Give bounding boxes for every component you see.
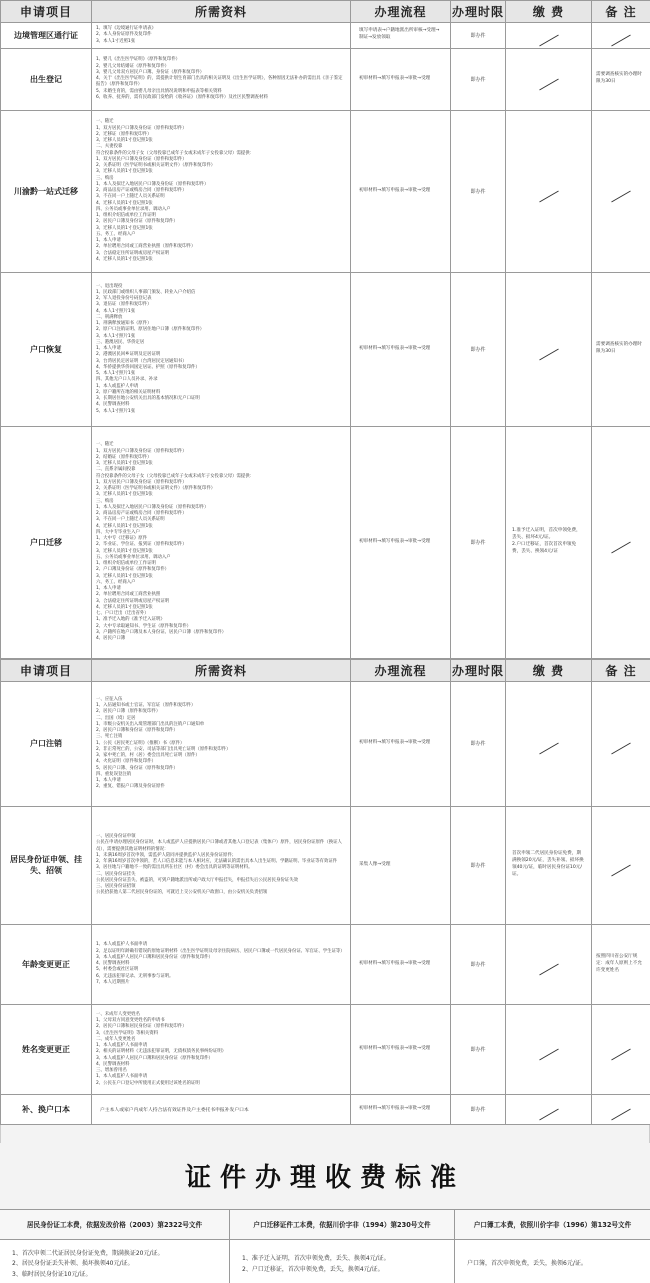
slash-mark <box>611 34 631 46</box>
header-note: 备 注 <box>592 1 650 23</box>
slash-mark <box>539 1108 559 1120</box>
header-materials: 所需资料 <box>92 659 351 681</box>
fee-column-body <box>0 1240 229 1283</box>
slash-mark <box>611 541 631 553</box>
fee-empty <box>506 48 592 110</box>
note-text: 需要调查核实的办理时限为30日 <box>592 48 650 110</box>
table-row <box>1 426 650 658</box>
flow-text: 初审材料→填写申报表→审批→受理 <box>351 1094 451 1124</box>
item-name: 姓名变更更正 <box>1 1004 92 1094</box>
fee-empty <box>506 681 592 806</box>
item-name: 边境管理区通行证 <box>1 23 92 49</box>
slash-mark <box>539 743 559 755</box>
header-flow: 办理流程 <box>351 1 451 23</box>
fee-empty <box>506 1004 592 1094</box>
flow-text: 初审材料→填写申报表→审批→受理 <box>351 426 451 658</box>
item-name: 补、换户口本 <box>1 1094 92 1124</box>
materials-text: 1、填写《边境通行证申请表》 2、本人身份证原件及复印件 3、本人1寸近照1张 <box>92 23 351 49</box>
fee-empty <box>506 1094 592 1124</box>
fee-line: 1、准予迁入证明，首次申领免费，丢失、换领4元/证。 <box>242 1254 390 1262</box>
flow-text: 初审材料→填写申报表→审批→受理 <box>351 110 451 272</box>
slash-mark <box>611 1108 631 1120</box>
slash-mark <box>611 864 631 876</box>
table-row <box>1 272 650 426</box>
slash-mark <box>539 1048 559 1060</box>
time-text: 即办件 <box>451 110 506 272</box>
table-row <box>1 110 650 272</box>
materials-text: 一、居民身份证申领 公民在申请办理居民身份证时，本人或监护人应提供居民户口簿或者其他人口登记表（集体户）原件，居民身份证原件（换证人员），需要提供其他证明材料的情况： 1、未满16周岁首次申领，需监护人陪同并提供监护人居民身份证原件； 2、年满16周岁首次申领的，若人口信息未能与本人相对应，无法确认的需出具本人出生证明、学籍证明、毕业证等有效证件 3、居住地与户籍地不一致的需出具所在社区（村）委会出具的证明等证明材料。 二、居民身份证挂失 公民居民身份证丢失、被盗的，可到户籍地派出所或户政大厅申报挂失，申报挂失后公民居民身份证失效 三、居民身份证招领 公民拾获他人第二代居民身份证的，可就近上交公安机关户政窗口，由公安机关负责招领 <box>92 806 351 924</box>
slash-mark <box>539 348 559 360</box>
header-row <box>1 659 650 681</box>
fee-line: 2、户口迁移证，首次申领免费，丢失，换领4元/证。 <box>242 1265 384 1273</box>
note-empty <box>592 681 650 806</box>
item-name: 户口恢复 <box>1 272 92 426</box>
table-row <box>1 48 650 110</box>
item-name: 居民身份证申领、挂失、招领 <box>1 806 92 924</box>
fee-section-title: 证件办理收费标准 <box>0 1143 650 1209</box>
fee-line: 户口簿，首次申领免费，丢失，换领6元/证。 <box>467 1260 587 1268</box>
table-row <box>1 1094 650 1124</box>
header-time: 办理时限 <box>451 659 506 681</box>
note-empty <box>592 1094 650 1124</box>
flow-text: 填写申请表→户籍地派出所审核→受理→制证→发放领取 <box>351 23 451 49</box>
item-name: 户口注销 <box>1 681 92 806</box>
header-item: 申请项目 <box>1 1 92 23</box>
flow-text: 初审材料→填写申报表→审批→受理 <box>351 681 451 806</box>
materials-text: 一、退出现役 1、民政部门或组织人事部门颁发、转业入户介绍信 2、军人退役身份号码登记表 3、退伍证（原件和复印件） 4、本人1寸照片1张 二、刑满释放 1、刑满释放通知书（原件） 2、原户口注销证明、原居住地户口簿（原件和复印件） 3、本人1寸照片1张 三、港澳居民、华侨定居 1、本人申请 2、港澳居民回乡证明及定居证明 3、台湾居民定居证明（台湾居民定居通知书） 4、华侨提供华侨回国定居证、护照（原件和复印件） 5、本人1寸照片1张 四、其他无户口人员补录、补录 1、本人或监护人申请 2、原户籍所在地的相关证明材料 3、长期居住地公安机关出具的基本情况和无户口证明 4、民警调查材料 5、本人1寸照片1张 <box>92 272 351 426</box>
services-table-2 <box>0 659 650 1125</box>
note-empty <box>592 23 650 49</box>
note-empty <box>592 1004 650 1094</box>
fee-empty <box>506 110 592 272</box>
item-name: 户口迁移 <box>1 426 92 658</box>
time-text: 即办件 <box>451 806 506 924</box>
fee-column-household-book <box>455 1210 650 1283</box>
slash-mark <box>611 743 631 755</box>
materials-text: 一、随迁 1、双方居民户口簿及身份证（原件和复印件） 2、结婚证（原件和复印件） 3、迁移人员的1寸登记照1张 二、直系亲属间投靠 符合投靠条件的父母子女（父母投靠已成年子女或未成年子女投靠父母）需提供： 1、双方居民户口簿及身份证（原件和复印件） 2、关系证明（医学证明书或相关证明文件）（原件和复印件） 3、迁移人员的1寸登记照1张 三、购房 1、本人及拟迁入地居民户口簿及身份证（原件和复印件） 2、商品房房产证或购房合同（原件和复印件） 3、不在同一户上随迁人员关系证明 4、迁移人员的1寸登记照1张 四、大中专毕业生入户 1、大中专《迁移证》原件 2、毕业证、学位证、报到证（原件和复印件） 3、迁移人员的1寸登记照1张 五、公务员或事业单位录用、调动入户 1、组织介绍信或单位工作证明 2、户口簿及身份证（原件和复印件） 3、迁移人员的1寸登记照1张 六、务工、经商入户 1、本人申请 2、单位聘用合同或工商营业执照 3、合法稳定住所证明或房屋产权证明 4、迁移人员的1寸登记照1张 七、户口迁出（迁出省外） 1、准予迁入地的《准予迁入证明》 2、大中专录取通知书、学生证（原件和复印件） 3、户籍所在地户口簿及本人身份证、居民户口簿（原件和复印件） 4、居民户口簿 <box>92 426 351 658</box>
table-row <box>1 681 650 806</box>
fee-text: 首次申领二代居民身份证免费，期满换领20元/证，丢失补领、损坏换领40元/证，临时居民身份证10元/证。 <box>506 806 592 924</box>
slash-mark <box>611 190 631 202</box>
fee-column-body <box>230 1240 454 1283</box>
slash-mark <box>539 963 559 975</box>
materials-text: 1、本人或监护人书面申请 2、足以证明年龄确有错误的原始证明材料（出生医学证明及母亲住院病历、居民户口簿或一代居民身份证、军官证、学生证等） 3、本人或监护人居民户口簿和居民身份证（原件和复印件） 4、民警调查材料 5、村委会或社区证明 6、无违法犯罪记录、无刑事参与证明。 7、本人近期照片 <box>92 924 351 1004</box>
time-text: 即办件 <box>451 681 506 806</box>
header-row <box>1 1 650 23</box>
flow-text: 初审材料→填写申报表→审批→受理 <box>351 48 451 110</box>
slash-mark <box>611 1048 631 1060</box>
materials-text: 一、随迁 1、双方居民户口簿及身份证（原件和复印件） 2、迁移证（原件和复印件） 3、迁移人员的1寸登记照1张 二、夫妻投靠 符合投靠条件的父母子女（父母投靠已成年子女或未成年子女投靠父母）需提供： 1、双方居民户口簿及身份证（原件和复印件） 2、关系证明（医学证明书或相关证明文件）（原件和复印件） 3、迁移人员的1寸登记照1张 三、购房 1、本人及拟迁入地居民户口簿及身份证（原件和复印件） 2、商品房房产证或购房合同（原件和复印件） 3、不在同一户上随迁人员关系证明 4、迁移人员的1寸登记照1张 四、公务员或事业单位录用、调动入户 1、组织介绍信或单位工作证明 2、居民户口簿及身份证（原件和复印件） 3、迁移人员的1寸登记照1张 五、务工、经商入户 1、本人申请 2、单位聘用合同或工商营业执照（原件和复印件） 3、合法稳定住所证明或房屋产权证明 4、迁移人员的1寸登记照1张 <box>92 110 351 272</box>
materials-text: 1、婴儿《出生医学证明》（原件和复印件） 2、婴儿父母结婚证（原件和复印件） 3、婴儿父母双方居民户口簿、身份证（原件和复印件） 4、关于《出生医学证明》的，需提供计划生育部门出具的相关证明及《出生医学证明》，各种原因无法补办的需出具《亲子鉴定报告》（原件和复印件） 5、未婚生育的，需由婴儿母亲出具情况说明和申报表等相关资料 6、收养、抚养的，需有民政部门发给的《收养证》（原件和复印件）及社区民警调查材料 <box>92 48 351 110</box>
fee-column-header: 户口迁移证件工本费，依据川价字非（1994）第230号文件 <box>230 1210 454 1240</box>
time-text: 即办件 <box>451 1094 506 1124</box>
table-row <box>1 924 650 1004</box>
table-row <box>1 23 650 49</box>
slash-mark <box>539 34 559 46</box>
flow-text: 初审材料→填写申报表→审批→受理 <box>351 924 451 1004</box>
flow-text: 初审材料→填写申报表→审批→受理 <box>351 272 451 426</box>
section-gap <box>0 1125 650 1143</box>
header-time: 办理时限 <box>451 1 506 23</box>
header-materials: 所需资料 <box>92 1 351 23</box>
header-fee: 缴 费 <box>506 659 592 681</box>
fee-line: 2、居民身份证丢失补领、损坏换领40元/证。 <box>12 1260 134 1268</box>
fee-empty <box>506 23 592 49</box>
note-text: 按照四川省公安厅规定：成年人原则上不允许变更姓名 <box>592 924 650 1004</box>
fee-line: 1、首次申领二代证居民身份证免费，期满换证20元/证。 <box>12 1249 164 1257</box>
note-empty <box>592 426 650 658</box>
fee-empty <box>506 924 592 1004</box>
fee-column-migration <box>230 1210 455 1283</box>
time-text: 即办件 <box>451 272 506 426</box>
flow-text: 采集人像→受理 <box>351 806 451 924</box>
time-text: 即办件 <box>451 1004 506 1094</box>
fee-column-header: 居民身份证工本费，依据发改价格（2003）第2322号文件 <box>0 1210 229 1240</box>
note-empty <box>592 110 650 272</box>
note-empty <box>592 806 650 924</box>
fee-standards <box>0 1209 650 1283</box>
materials-text: 一、未成年人变更姓名 1、父母双方同意变更姓名的申请书 2、居民户口簿和居民身份证（原件和复印件） 3、《出生医学证明》等相关资料 二、成年人变更姓名 1、本人或监护人书面申请 2、相关的证明材料（无违法犯罪证明，无债权债务民事纠纷证明） 3、本人或监护人居民户口簿和居民身份证（原件和复印件） 4、民警调查材料 三、增加曾用名 1、本人或监护人书面申请 2、公民在户口登记中所使用正式使用过该姓名的证明 <box>92 1004 351 1094</box>
header-note: 备 注 <box>592 659 650 681</box>
item-name: 出生登记 <box>1 48 92 110</box>
fee-line: 3、临时居民身份证10元/证。 <box>12 1271 92 1279</box>
table-row <box>1 806 650 924</box>
fee-column-body <box>455 1240 650 1283</box>
slash-mark <box>539 190 559 202</box>
flow-text: 初审材料→填写申报表→审批→受理 <box>351 1004 451 1094</box>
materials-text: 户主本人或家户内成年人持合法有效证件及户主委托书申报补发户口本 <box>92 1094 351 1124</box>
time-text: 即办件 <box>451 924 506 1004</box>
header-item: 申请项目 <box>1 659 92 681</box>
note-text: 需要调查核实的办理时限为30日 <box>592 272 650 426</box>
materials-text: 一、应征入伍 1、入伍通知书或士官证、军官证（原件和复印件） 2、居民户口簿（原件和复印件） 二、出国（境）定居 1、市级公安机关出入境管理部门出具的注销户口通知单 2、居民户口簿和身份证（原件和复印件） 三、死亡注销 1、公民《居民死亡证明》（推断）书（原件） 2、非正常死亡的，公安、司法等部门出具死亡证明（原件和复印件） 3、家中死亡的，村（居）委会出具死亡证明（原件） 4、火化证明（原件和复印件） 5、居民户口簿、身份证（原件和复印件） 四、重复误登注销 1、本人申请 2、重复、错报户口簿及身份证原件 <box>92 681 351 806</box>
time-text: 即办件 <box>451 48 506 110</box>
table-row <box>1 1004 650 1094</box>
item-name: 年龄变更更正 <box>1 924 92 1004</box>
fee-column-header: 户口簿工本费，依照川价字非（1996）第132号文件 <box>455 1210 650 1240</box>
time-text: 即办件 <box>451 23 506 49</box>
fee-empty <box>506 272 592 426</box>
fee-column-id-card <box>0 1210 230 1283</box>
time-text: 即办件 <box>451 426 506 658</box>
header-fee: 缴 费 <box>506 1 592 23</box>
slash-mark <box>539 78 559 90</box>
fee-text: 1.准予迁入证明，首次申领免费，丢失、损坏4元/证。 2.户口迁移证，首次首次申领免费，丢失、换领4元/证 <box>506 426 592 658</box>
header-flow: 办理流程 <box>351 659 451 681</box>
item-name: 川渝黔一站式迁移 <box>1 110 92 272</box>
